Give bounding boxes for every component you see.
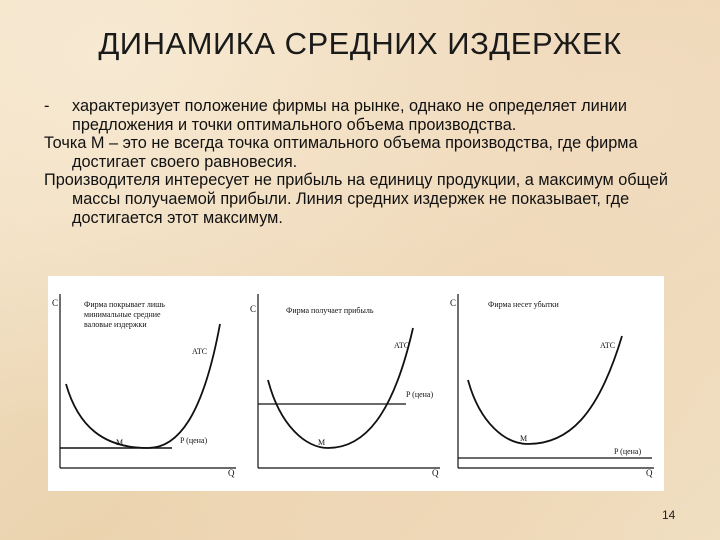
paragraph-1-text: характеризует положение фирмы на рынке, однако не определяет линии предложения и точки оптимального объема производства. (72, 97, 627, 134)
panel2-atc-label: ATC (394, 341, 410, 350)
panel3-x-label: Q (646, 468, 653, 478)
paragraph-1 (44, 97, 694, 134)
panel2-atc-curve (268, 328, 413, 448)
panel1-x-label: Q (228, 468, 235, 478)
panel2-x-label: Q (432, 468, 439, 478)
bullet-dash: - (44, 97, 50, 115)
panel-loss (450, 294, 654, 478)
panel2-caption-1: Фирма получает прибыль (286, 306, 374, 315)
panel3-caption-1: Фирма несет убытки (488, 300, 559, 309)
slide-body (44, 97, 694, 227)
panel3-atc-curve (468, 336, 622, 444)
panel1-caption-1: Фирма покрывает лишь (84, 300, 165, 309)
panel3-y-label: C (449, 298, 456, 308)
panel3-price-label: P (цена) (614, 447, 642, 456)
panel2-y-label: C (249, 304, 256, 314)
panel1-y-label: C (51, 298, 58, 308)
panel1-atc-label: ATC (192, 347, 208, 356)
paragraph-3: Производителя интересует не прибыль на единицу продукции, а максимум общей массы получаемой прибыли. Линия средних издержек не показывает, где достигается этот максимум. (44, 171, 668, 227)
panel1-point-label: M (116, 438, 124, 447)
slide-title: ДИНАМИКА СРЕДНИХ ИЗДЕРЖЕК (98, 26, 622, 61)
panel3-point-label: M (520, 434, 528, 443)
panel1-caption-2: минимальные средние (84, 310, 161, 319)
panel1-atc-curve (66, 324, 220, 448)
panel-break-even (52, 294, 236, 478)
panel-profit (250, 294, 440, 478)
paragraph-2: Точка М – это не всегда точка оптимального объема производства, где фирма достигает своего равновесия. (44, 134, 638, 171)
panel1-price-label: P (цена) (180, 436, 208, 445)
slide-number: 14 (662, 508, 676, 522)
panel2-price-label: P (цена) (406, 390, 434, 399)
panel2-point-label: M (318, 438, 326, 447)
cost-curves-figure (48, 276, 664, 491)
panel1-caption-3: валовые издержки (84, 320, 147, 329)
cost-curves-svg (48, 276, 664, 491)
panel3-atc-label: ATC (600, 341, 616, 350)
